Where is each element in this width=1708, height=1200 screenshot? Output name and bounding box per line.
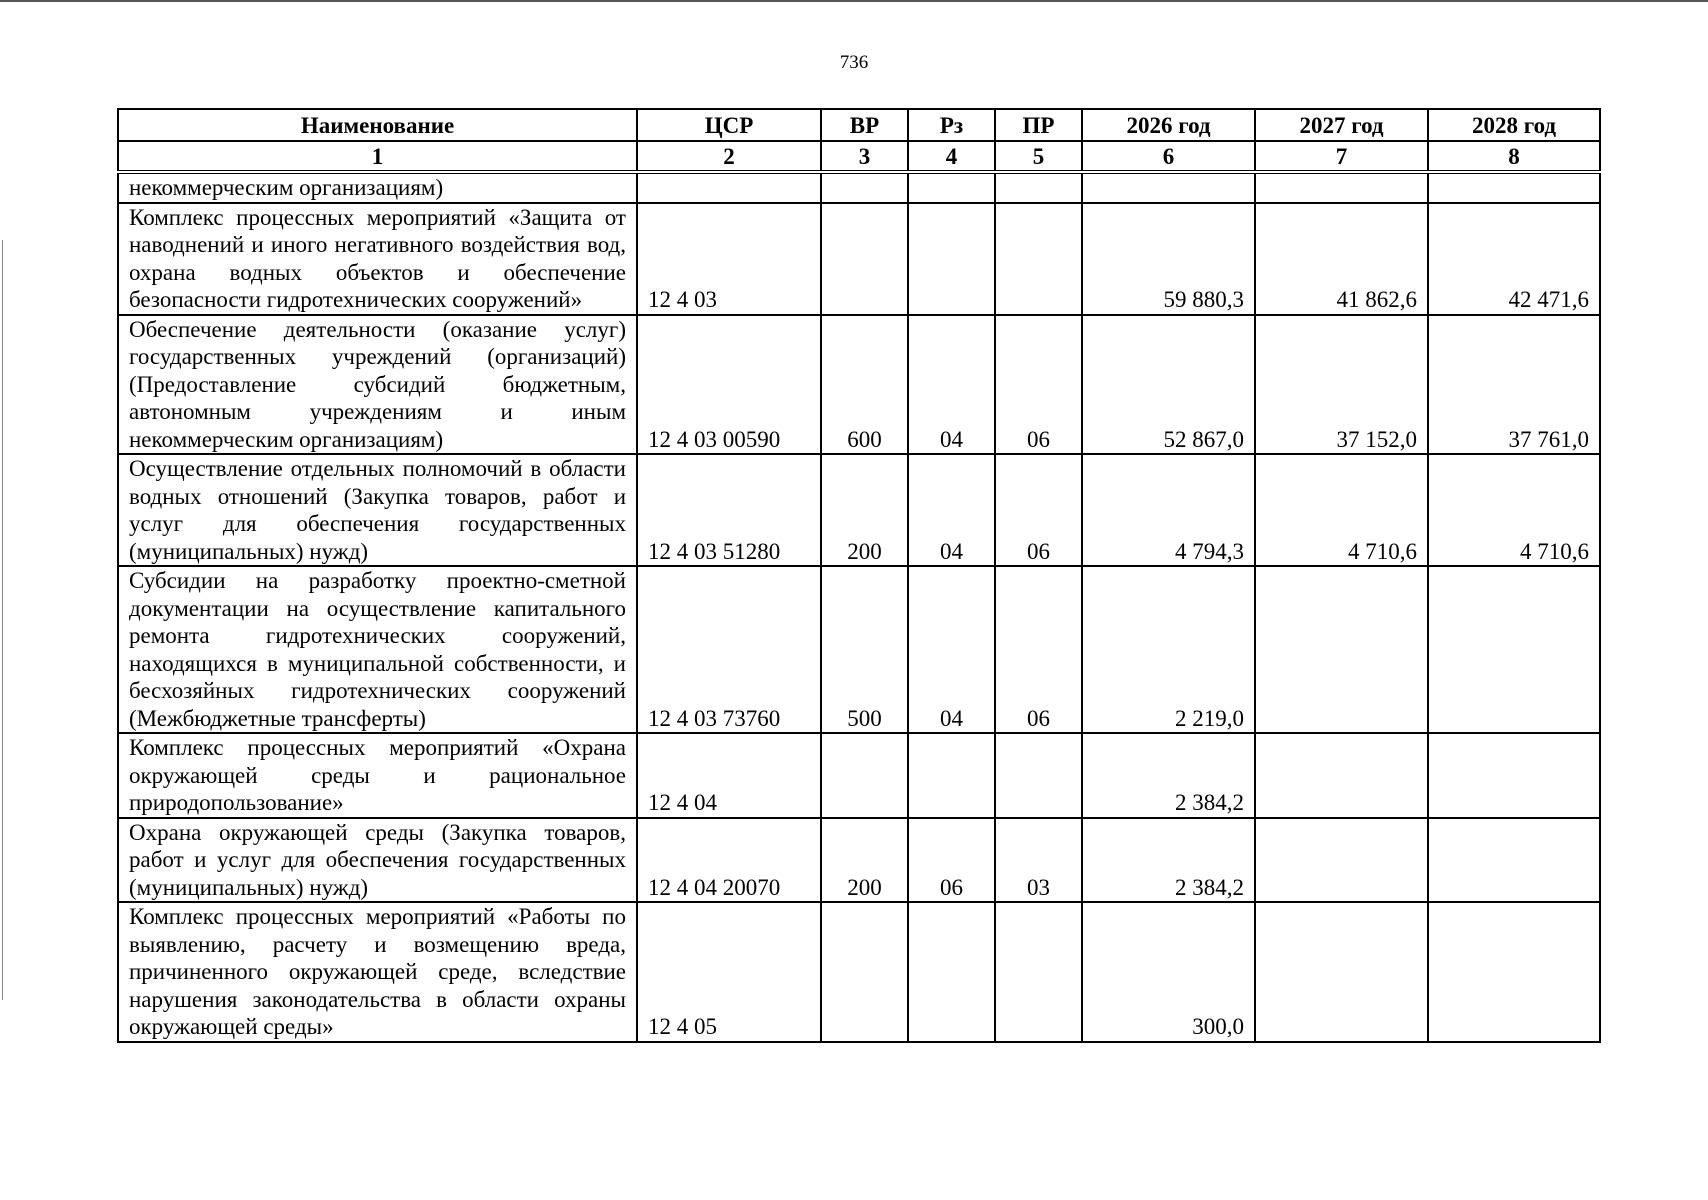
column-number-row [118,141,1600,172]
row-rz [908,172,995,203]
row-2027 [1255,172,1428,203]
row-2026: 4 794,3 [1082,454,1255,566]
row-rz: 04 [908,566,995,733]
row-name: некоммерческим организациям) [118,172,637,203]
header-csr: ЦСР [637,109,821,141]
row-pr: 06 [995,315,1082,455]
row-2028: 42 471,6 [1428,203,1600,315]
row-pr [995,203,1082,315]
table-row [118,172,1600,203]
row-2027 [1255,818,1428,903]
table-row [118,566,1600,733]
row-csr: 12 4 04 20070 [637,818,821,903]
table-row [118,454,1600,566]
row-2026 [1082,172,1255,203]
row-pr: 06 [995,454,1082,566]
table-row [118,315,1600,455]
row-pr: 03 [995,818,1082,903]
row-2028 [1428,566,1600,733]
row-2026: 2 384,2 [1082,733,1255,818]
row-pr [995,733,1082,818]
row-vr: 500 [821,566,908,733]
row-vr [821,733,908,818]
row-2026: 300,0 [1082,902,1255,1042]
row-name: Комплекс процессных мероприятий «Защита от наводнений и иного негативного воздействия вод, охрана водных объектов и обеспечение безопасности гидротехнических сооружений» [118,203,637,315]
row-vr [821,902,908,1042]
header-rz: Рз [908,109,995,141]
header-2027: 2027 год [1255,109,1428,141]
row-name: Охрана окружающей среды (Закупка товаров, работ и услуг для обеспечения государственных (муниципальных) нужд) [118,818,637,903]
row-pr [995,172,1082,203]
scan-edge-line-left [2,240,3,1000]
table-row [118,733,1600,818]
header-pr: ПР [995,109,1082,141]
row-2028 [1428,818,1600,903]
column-number: 2 [637,141,821,172]
column-number: 1 [118,141,637,172]
row-csr: 12 4 03 00590 [637,315,821,455]
row-rz [908,733,995,818]
row-name: Комплекс процессных мероприятий «Работы по выявлению, расчету и возмещению вреда, причиненного окружающей среде, вследствие нарушения законодательства в области охраны окружающей среды» [118,902,637,1042]
table-row [118,818,1600,903]
row-2027 [1255,733,1428,818]
row-rz: 04 [908,454,995,566]
budget-table [117,108,1601,1043]
row-rz [908,902,995,1042]
row-name: Субсидии на разработку проектно-сметной документации на осуществление капитального ремонта гидротехнических сооружений, находящихся в муниципальной собственности, и бесхозяйных гидротехнических сооружений (Межбюджетные трансферты) [118,566,637,733]
row-name: Комплекс процессных мероприятий «Охрана окружающей среды и рациональное природопользование» [118,733,637,818]
row-2027 [1255,566,1428,733]
row-2028: 4 710,6 [1428,454,1600,566]
row-vr [821,172,908,203]
column-number: 7 [1255,141,1428,172]
row-csr: 12 4 05 [637,902,821,1042]
row-2027: 4 710,6 [1255,454,1428,566]
row-rz: 04 [908,315,995,455]
row-csr: 12 4 04 [637,733,821,818]
row-rz [908,203,995,315]
row-csr: 12 4 03 51280 [637,454,821,566]
row-csr [637,172,821,203]
row-2027 [1255,902,1428,1042]
row-2028 [1428,902,1600,1042]
row-name: Осуществление отдельных полномочий в области водных отношений (Закупка товаров, работ и услуг для обеспечения государственных (муниципальных) нужд) [118,454,637,566]
table-row [118,902,1600,1042]
row-csr: 12 4 03 [637,203,821,315]
row-2026: 59 880,3 [1082,203,1255,315]
row-rz: 06 [908,818,995,903]
column-number: 3 [821,141,908,172]
column-number: 8 [1428,141,1600,172]
row-name: Обеспечение деятельности (оказание услуг) государственных учреждений (организаций) (Предоставление субсидий бюджетным, автономным учреждениям и иным некоммерческим организациям) [118,315,637,455]
header-2026: 2026 год [1082,109,1255,141]
scan-edge-line [0,0,1708,2]
header-2028: 2028 год [1428,109,1600,141]
row-vr: 200 [821,818,908,903]
row-2028 [1428,733,1600,818]
column-number: 4 [908,141,995,172]
row-2028 [1428,172,1600,203]
header-row [118,109,1600,141]
page-number: 736 [839,52,869,73]
row-csr: 12 4 03 73760 [637,566,821,733]
row-2026: 2 384,2 [1082,818,1255,903]
header-vr: ВР [821,109,908,141]
column-number: 6 [1082,141,1255,172]
column-number: 5 [995,141,1082,172]
row-vr: 200 [821,454,908,566]
header-name: Наименование [118,109,637,141]
row-2027: 41 862,6 [1255,203,1428,315]
row-2026: 52 867,0 [1082,315,1255,455]
row-2027: 37 152,0 [1255,315,1428,455]
row-pr [995,902,1082,1042]
row-2028: 37 761,0 [1428,315,1600,455]
row-vr: 600 [821,315,908,455]
row-2026: 2 219,0 [1082,566,1255,733]
table-row [118,203,1600,315]
row-vr [821,203,908,315]
row-pr: 06 [995,566,1082,733]
